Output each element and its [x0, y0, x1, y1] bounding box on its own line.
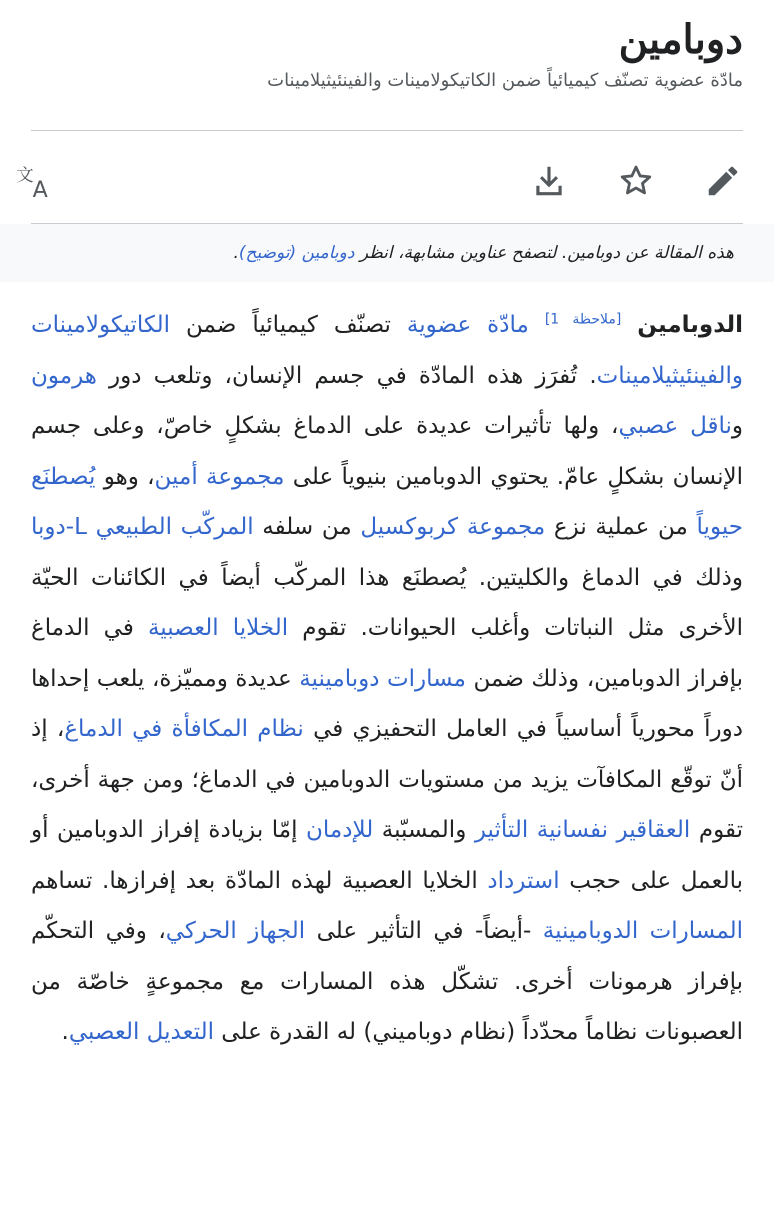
text-segment: من سلفه: [253, 514, 361, 540]
link-psychoactive-drugs[interactable]: العقاقير نفسانية التأثير: [474, 817, 691, 843]
pencil-icon: [704, 162, 742, 200]
link-amine-group[interactable]: مجموعة أمين: [154, 463, 285, 490]
lead-paragraph: [31, 300, 743, 1058]
link-biosynthesis[interactable]: يُصطنَع حيوياً: [31, 463, 743, 540]
link-l-dopa[interactable]: المركّب الطبيعي L-دوبا: [31, 514, 254, 540]
link-motor-system[interactable]: الجهاز الحركي: [165, 918, 306, 944]
link-organic-compound[interactable]: مادّة عضوية: [406, 312, 529, 338]
language-button[interactable]: [16, 161, 71, 203]
text-segment: وذلك في الدماغ والكليتين. يُصطنَع هذا المركّب أيضاً في الكائنات الحيّة الأخرى مثل النباتات وأغلب الحيوانات. تقوم: [31, 564, 743, 641]
page-title: دوبامين: [618, 16, 743, 63]
article-page: [0, 14, 774, 1058]
watch-star-button[interactable]: [616, 161, 656, 201]
link-neurons[interactable]: الخلايا العصبية: [147, 615, 289, 641]
text-segment: في الدماغ بإفراز الدوبامين، وذلك ضمن: [31, 615, 744, 692]
link-addiction[interactable]: للإدمان: [306, 817, 374, 843]
text-segment: ، وهو: [95, 463, 155, 490]
text-segment: والمسبّبة: [373, 817, 475, 843]
page-subtitle: مادّة عضوية تصنّف كيميائياً ضمن الكاتيكولامينات والفينئيثيلامينات: [267, 70, 743, 91]
link-dopaminergic-pathways[interactable]: مسارات دوبامينية: [299, 665, 466, 692]
star-icon: [617, 162, 655, 200]
text-segment: ، ولها تأثيرات عديدة على الدماغ بشكلٍ خاصّ، وعلى جسم الإنسان بشكلٍ عامّ. يحتوي الدوبامين بنيوياً على: [31, 413, 744, 490]
hatnote-disambiguation-link[interactable]: دوبامين (توضيح): [238, 243, 355, 263]
link-neurotransmitter[interactable]: ناقل عصبي: [618, 413, 732, 439]
link-reward-system[interactable]: نظام المكافأة في الدماغ: [64, 716, 304, 742]
text-segment: من عملية نزع: [545, 514, 697, 540]
link-hormone[interactable]: هرمون: [31, 362, 97, 389]
text-segment: عديدة ومميّزة، يلعب إحداها دوراً محورياً أساسياً في العامل التحفيزي في: [31, 665, 743, 742]
link-carboxyl-group[interactable]: مجموعة كربوكسيل: [360, 514, 546, 540]
text-segment: و: [731, 413, 743, 439]
footnote-link[interactable]: [ملاحظة 1]: [544, 311, 622, 328]
link-dopaminergic-pathways-2[interactable]: المسارات الدوبامينية: [542, 918, 744, 944]
link-reuptake[interactable]: استرداد: [487, 867, 560, 894]
translate-icon: [16, 162, 70, 203]
download-button[interactable]: [529, 161, 569, 201]
svg-text:A: A: [32, 176, 48, 203]
text-segment: ، وفي التحكّم بإفراز هرمونات أخرى. تشكّل هذه المسارات مع مجموعةٍ خاصّة من العصبونات نظاماً محدّداً (نظام دوباميني) له القدرة على: [31, 918, 743, 1045]
svg-text:文: 文: [16, 166, 34, 186]
edit-button[interactable]: [703, 161, 743, 201]
page-actions-toolbar: [16, 131, 743, 223]
hatnote-period: .: [233, 243, 239, 263]
text-segment: .: [61, 1019, 69, 1045]
text-segment: إمّا بزيادة إفراز الدوبامين أو بالعمل على حجب: [31, 817, 743, 894]
text-segment: -أيضاً- في التأثير على: [305, 918, 543, 944]
link-neuromodulation[interactable]: التعديل العصبي: [68, 1019, 214, 1045]
link-catecholamines[interactable]: الكاتيكولامينات والفينئيثيلامينات: [31, 312, 743, 389]
download-icon: [530, 162, 568, 200]
hatnote: [0, 224, 774, 282]
text-segment: ، إذ أنّ توقّع المكافآت يزيد من مستويات الدوبامين في الدماغ؛ ومن جهة أخرى، تقوم: [31, 716, 743, 843]
text-segment: . تُفرَز هذه المادّة في جسم الإنسان، وتلعب دور: [96, 362, 597, 389]
text-segment: الخلايا العصبية لهذه المادّة بعد إفرازها. تساهم: [31, 867, 488, 894]
bold-term: الدوبامين: [637, 312, 743, 338]
text-segment: تصنّف كيميائياً ضمن: [170, 312, 407, 338]
hatnote-text: هذه المقالة عن دوبامين. لتصفح عناوين مشابهة، انظر: [354, 243, 734, 263]
footnote-ref: [545, 311, 621, 327]
